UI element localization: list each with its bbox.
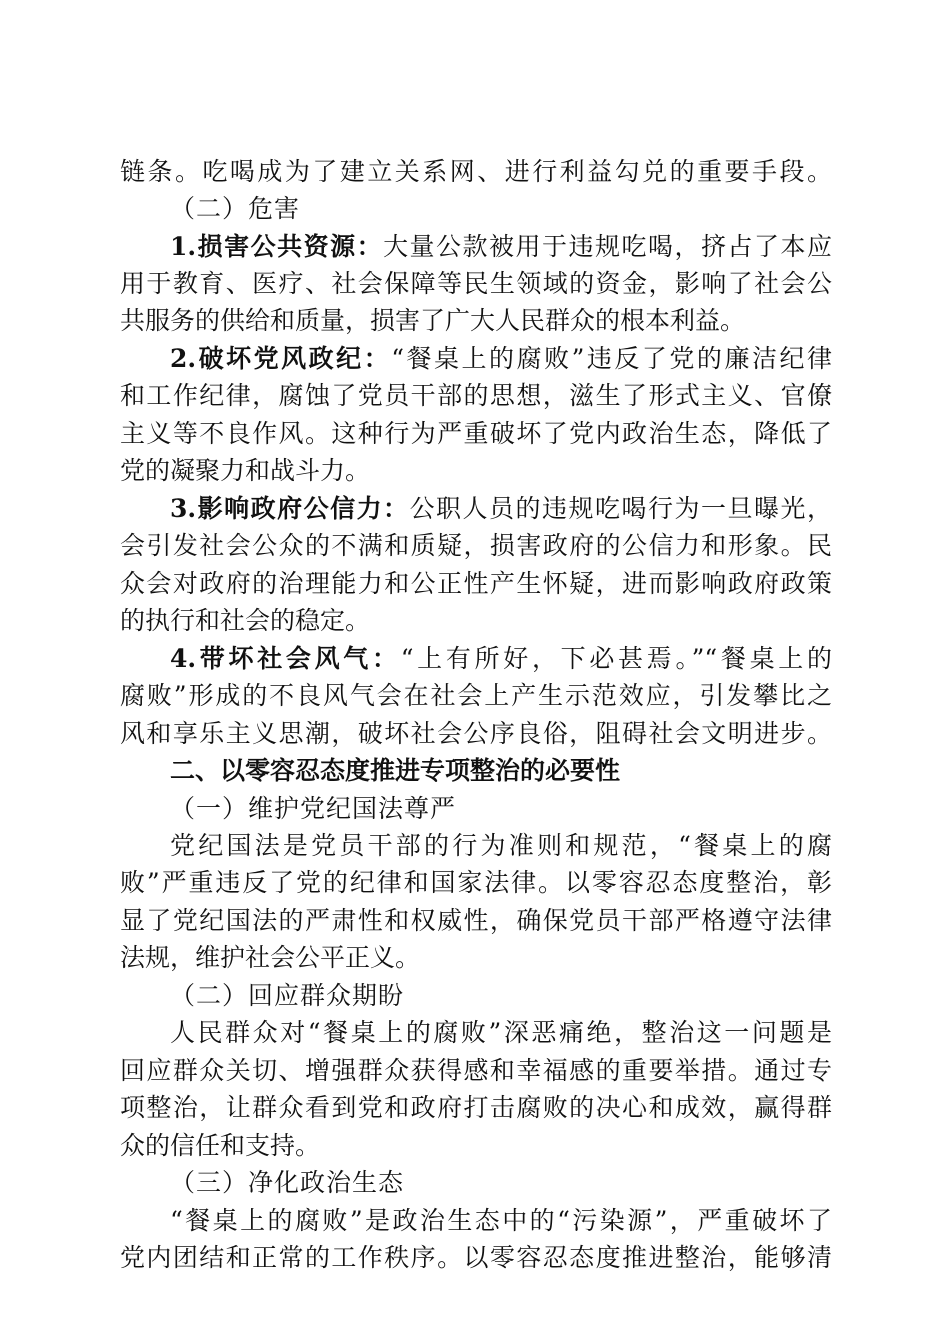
paragraph-line [170, 228, 832, 266]
paragraph-line: 党的凝聚力和战斗力。 [120, 456, 371, 485]
paragraph-line: 众会对政府的治理能力和公正性产生怀疑，进而影响政府政策 [120, 569, 832, 598]
paragraph-line: 会引发社会公众的不满和质疑，损害政府的公信力和形象。民 [120, 531, 832, 560]
paragraph-line [170, 340, 832, 378]
paragraph-line: 腐败”形成的不良风气会在社会上产生示范效应，引发攀比之 [120, 681, 832, 710]
paragraph-line: 人民群众对“餐桌上的腐败”深恶痛绝，整治这一问题是 [170, 1018, 832, 1047]
item-text: 公职人员的违规吃喝行为一旦曝光， [409, 494, 832, 523]
paragraph-line: 显了党纪国法的严肃性和权威性，确保党员干部严格遵守法律 [120, 906, 832, 935]
paragraph-line: 用于教育、医疗、社会保障等民生领域的资金，影响了社会公 [120, 269, 832, 298]
paragraph-line: 党内团结和正常的工作秩序。以零容忍态度推进整治，能够清 [120, 1243, 832, 1272]
paragraph-line: 链条。吃喝成为了建立关系网、进行利益勾兑的重要手段。 [120, 157, 832, 186]
paragraph-line [170, 640, 832, 678]
subsection-heading: （三）净化政治生态 [170, 1168, 405, 1197]
item-text: “上有所好，下必甚焉。”“餐桌上的 [400, 644, 832, 673]
paragraph-line: 的执行和社会的稳定。 [120, 606, 371, 635]
item-label: 4.带坏社会风气： [170, 644, 401, 673]
item-text: 大量公款被用于违规吃喝，挤占了本应 [383, 232, 832, 261]
item-label: 3.影响政府公信力： [170, 494, 410, 523]
paragraph-line: 众的信任和支持。 [120, 1131, 321, 1160]
section-heading-harm: （二）危害 [170, 194, 301, 223]
subsection-heading: （二）回应群众期盼 [170, 981, 405, 1010]
item-text: “餐桌上的腐败”违反了党的廉洁纪律 [391, 344, 832, 373]
paragraph-line: 败”严重违反了党的纪律和国家法律。以零容忍态度整治，彰 [120, 868, 832, 897]
section-heading-necessity: 二、以零容忍态度推进专项整治的必要性 [170, 756, 621, 785]
paragraph-line: 党纪国法是党员干部的行为准则和规范，“餐桌上的腐 [170, 831, 832, 860]
item-label: 1.损害公共资源： [170, 232, 384, 261]
paragraph-line: 回应群众关切、增强群众获得感和幸福感的重要举措。通过专 [120, 1056, 832, 1085]
paragraph-line: 共服务的供给和质量，损害了广大人民群众的根本利益。 [120, 306, 746, 335]
paragraph-line: 风和享乐主义思潮，破坏社会公序良俗，阻碍社会文明进步。 [120, 719, 832, 748]
paragraph-line: 和工作纪律，腐蚀了党员干部的思想，滋生了形式主义、官僚 [120, 381, 832, 410]
subsection-heading: （一）维护党纪国法尊严 [170, 794, 457, 823]
paragraph-line: 法规，维护社会公平正义。 [120, 943, 421, 972]
paragraph-line [170, 490, 832, 528]
item-label: 2.破坏党风政纪： [170, 344, 392, 373]
paragraph-line: 主义等不良作风。这种行为严重破坏了党内政治生态，降低了 [120, 419, 832, 448]
paragraph-line: 项整治，让群众看到党和政府打击腐败的决心和成效，赢得群 [120, 1093, 832, 1122]
paragraph-line: “餐桌上的腐败”是政治生态中的“污染源”，严重破坏了 [170, 1206, 832, 1235]
